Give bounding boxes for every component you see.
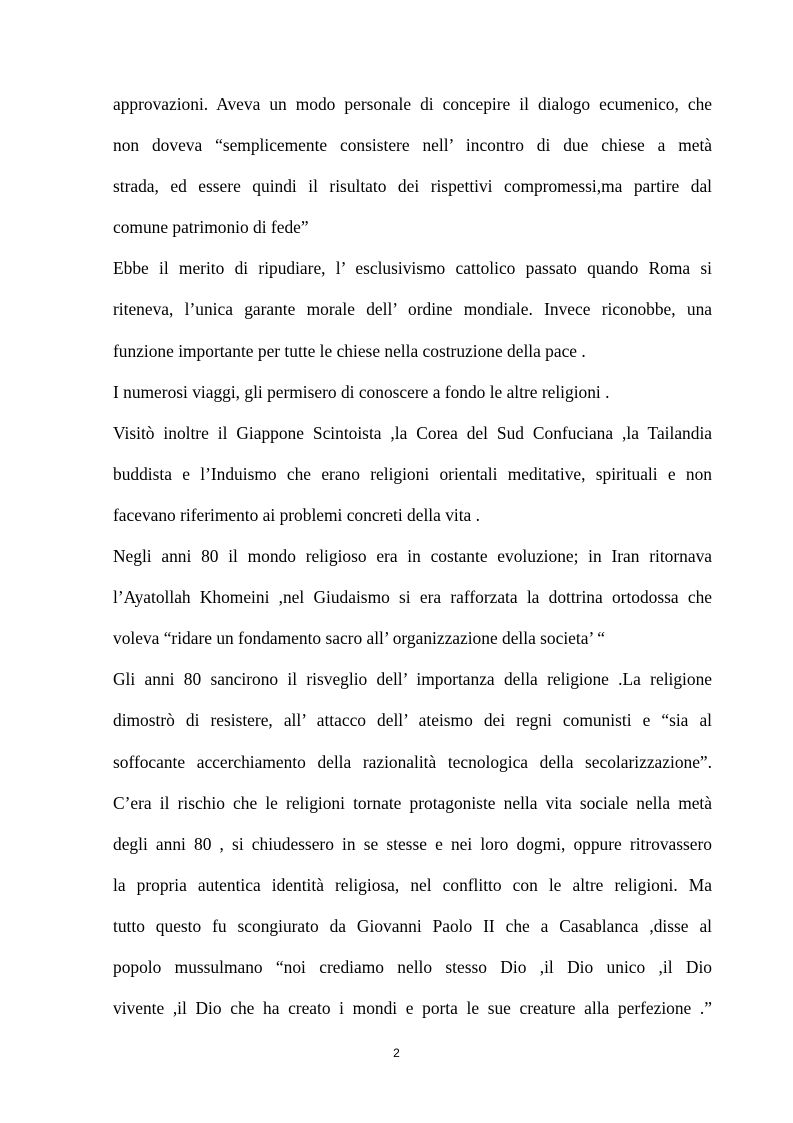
text-line: Negli anni 80 il mondo religioso era in costante evoluzione; in Iran ritornava xyxy=(113,546,712,567)
text-line: vivente ,il Dio che ha creato i mondi e porta le sue creature alla perfezione .” xyxy=(113,998,712,1019)
text-line: dimostrò di resistere, all’ attacco dell’ ateismo dei regni comunisti e “sia al xyxy=(113,710,712,731)
text-line: la propria autentica identità religiosa, nel conflitto con le altre religioni. Ma xyxy=(113,874,712,895)
text-line: non doveva “semplicemente consistere nell’ incontro di due chiese a metà xyxy=(113,135,712,156)
text-line: riteneva, l’unica garante morale dell’ ordine mondiale. Invece riconobbe, una xyxy=(113,299,712,320)
text-line: popolo mussulmano “noi crediamo nello stesso Dio ,il Dio unico ,il Dio xyxy=(113,956,712,977)
text-line: tutto questo fu scongiurato da Giovanni Paolo II che a Casablanca ,disse al xyxy=(113,915,712,936)
body-text xyxy=(113,84,712,1029)
text-line: facevano riferimento ai problemi concreti della vita . xyxy=(113,504,480,525)
text-line: Visitò inoltre il Giappone Scintoista ,la Corea del Sud Confuciana ,la Tailandia xyxy=(113,422,712,443)
text-line: funzione importante per tutte le chiese nella costruzione della pace . xyxy=(113,340,586,361)
text-line: degli anni 80 , si chiudessero in se stesse e nei loro dogmi, oppure ritrovassero xyxy=(113,833,712,854)
text-line: Ebbe il merito di ripudiare, l’ esclusivismo cattolico passato quando Roma si xyxy=(113,258,712,279)
text-line: soffocante accerchiamento della razionalità tecnologica della secolarizzazione”. xyxy=(113,751,712,772)
page-number: 2 xyxy=(393,1046,400,1060)
text-line: C’era il rischio che le religioni tornate protagoniste nella vita sociale nella metà xyxy=(113,792,712,813)
text-line: approvazioni. Aveva un modo personale di concepire il dialogo ecumenico, che xyxy=(113,94,712,114)
text-line: I numerosi viaggi, gli permisero di conoscere a fondo le altre religioni . xyxy=(113,381,610,402)
text-line: Gli anni 80 sancirono il risveglio dell’ importanza della religione .La religione xyxy=(113,669,712,690)
text-line: strada, ed essere quindi il risultato dei rispettivi compromessi,ma partire dal xyxy=(113,176,712,197)
text-line: comune patrimonio di fede” xyxy=(113,217,309,238)
text-line: voleva “ridare un fondamento sacro all’ organizzazione della societa’ “ xyxy=(113,628,606,649)
text-line: buddista e l’Induismo che erano religioni orientali meditative, spirituali e non xyxy=(113,463,712,484)
text-line: l’Ayatollah Khomeini ,nel Giudaismo si era rafforzata la dottrina ortodossa che xyxy=(113,587,712,608)
